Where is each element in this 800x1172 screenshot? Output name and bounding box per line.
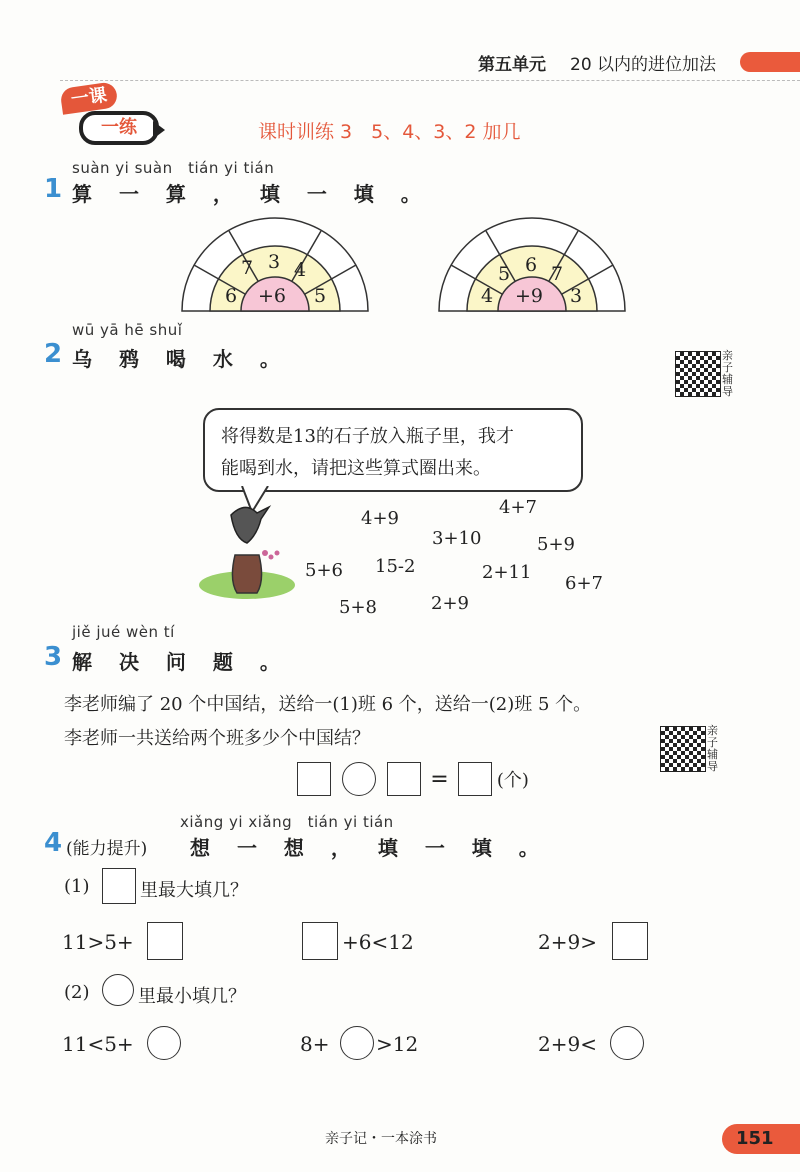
badge-top: 一课 xyxy=(59,81,118,115)
fan1-number: 4 xyxy=(294,259,307,281)
answer-box[interactable] xyxy=(297,762,331,796)
q4-pinyin: xiǎng yi xiǎng tián yi tián xyxy=(180,813,394,831)
equals-sign: = xyxy=(430,766,449,792)
fan1-center: +6 xyxy=(258,285,287,307)
answer-circle[interactable] xyxy=(147,1026,181,1060)
q4-expr: 8+ xyxy=(300,1032,330,1056)
q2-title: 乌 鸦 喝 水 。 xyxy=(72,347,290,371)
q4-expr: 2+9> xyxy=(538,930,597,954)
q4-expr: 2+9< xyxy=(538,1032,597,1056)
fan2-number: 5 xyxy=(498,263,511,285)
answer-circle[interactable] xyxy=(610,1026,644,1060)
fan2-number: 7 xyxy=(551,263,564,285)
qr-label-1: 亲子辅导 xyxy=(722,349,733,398)
header-divider xyxy=(60,80,800,81)
fan1-number: 6 xyxy=(225,285,238,307)
crow-illustration xyxy=(195,495,305,605)
q3-pinyin: jiě jué wèn tí xyxy=(72,623,175,641)
fan1-number: 5 xyxy=(314,285,327,307)
fan2-number: 4 xyxy=(481,285,494,307)
speech-line-1: 将得数是13的石子放入瓶子里，我才 xyxy=(221,426,514,447)
answer-box[interactable] xyxy=(387,762,421,796)
equation-chip[interactable]: 4+9 xyxy=(361,508,399,529)
fan2-number: 3 xyxy=(570,285,583,307)
answer-circle[interactable] xyxy=(102,974,134,1006)
answer-box[interactable] xyxy=(102,868,136,904)
equation-chip[interactable]: 2+9 xyxy=(431,593,469,614)
equation-chip[interactable]: 5+8 xyxy=(339,597,377,618)
qr-label-2: 亲子辅导 xyxy=(707,724,718,773)
q1-title: 算 一 算 ， 填 一 填 。 xyxy=(72,182,431,206)
badge-bottom: 一练 xyxy=(79,111,159,145)
fan2-center: +9 xyxy=(515,285,544,307)
equation-chip[interactable]: 4+7 xyxy=(499,497,537,518)
qr-code-1[interactable] xyxy=(675,351,721,397)
topic-label: 20 以内的进位加法 xyxy=(570,55,717,75)
q4-expr: 11>5+ xyxy=(62,930,134,954)
equation-chip[interactable]: 5+9 xyxy=(537,534,575,555)
answer-box[interactable] xyxy=(147,922,183,960)
equation-chip[interactable]: 5+6 xyxy=(305,560,343,581)
speech-bubble xyxy=(203,408,583,492)
q1-pinyin: suàn yi suàn tián yi tián xyxy=(72,159,275,177)
q4-expr: >12 xyxy=(376,1032,419,1056)
equation-chip[interactable]: 6+7 xyxy=(565,573,603,594)
answer-circle[interactable] xyxy=(340,1026,374,1060)
q3-line-1: 李老师编了 20 个中国结，送给一(1)班 6 个，送给一(2)班 5 个。 xyxy=(64,694,592,715)
equation-chip[interactable]: 3+10 xyxy=(432,528,482,549)
fan1-number: 7 xyxy=(241,257,254,279)
page-number: 151 xyxy=(736,1128,774,1149)
q1-number: 1 xyxy=(44,174,63,204)
q3-title: 解 决 问 题 。 xyxy=(72,650,290,674)
q4-part2-text: 里最小填几？ xyxy=(138,986,246,1007)
answer-box[interactable] xyxy=(458,762,492,796)
header-brush-decoration xyxy=(740,52,800,72)
fan1-number: 3 xyxy=(268,251,281,273)
equation-chip[interactable]: 15-2 xyxy=(375,556,416,577)
q3-line-2: 李老师一共送给两个班多少个中国结？ xyxy=(64,728,370,749)
answer-box[interactable] xyxy=(302,922,338,960)
q4-part2-label: (2) xyxy=(64,982,90,1003)
header-bar xyxy=(0,40,800,80)
q4-number: 4 xyxy=(44,828,63,858)
answer-box[interactable] xyxy=(612,922,648,960)
equation-chip[interactable]: 2+11 xyxy=(482,562,532,583)
fan2-number: 6 xyxy=(525,254,538,276)
unit-label: 第五单元 xyxy=(478,55,546,75)
q2-number: 2 xyxy=(44,339,63,369)
operator-circle[interactable] xyxy=(342,762,376,796)
q4-tag: (能力提升) xyxy=(66,839,148,859)
badge-pencil-tip xyxy=(153,121,165,139)
q4-expr: +6<12 xyxy=(342,930,414,954)
q2-pinyin: wū yā hē shuǐ xyxy=(72,321,183,339)
q3-number: 3 xyxy=(44,642,63,672)
speech-line-2: 能喝到水，请把这些算式圈出来。 xyxy=(221,458,491,479)
page-number-tab xyxy=(722,1124,800,1154)
qr-code-2[interactable] xyxy=(660,726,706,772)
unit-label: (个) xyxy=(496,770,529,791)
q3-answer-row xyxy=(297,762,529,798)
q4-part1-text: 里最大填几？ xyxy=(140,880,248,901)
q4-part1-label: (1) xyxy=(64,876,90,897)
footer-brand: 亲子记・一本涂书 xyxy=(325,1131,437,1147)
lesson-badge xyxy=(55,85,165,145)
lesson-title: 课时训练 3 5、4、3、2 加几 xyxy=(258,121,521,143)
q4-expr: 11<5+ xyxy=(62,1032,134,1056)
q4-title: 想 一 想 ， 填 一 填 。 xyxy=(190,836,549,860)
